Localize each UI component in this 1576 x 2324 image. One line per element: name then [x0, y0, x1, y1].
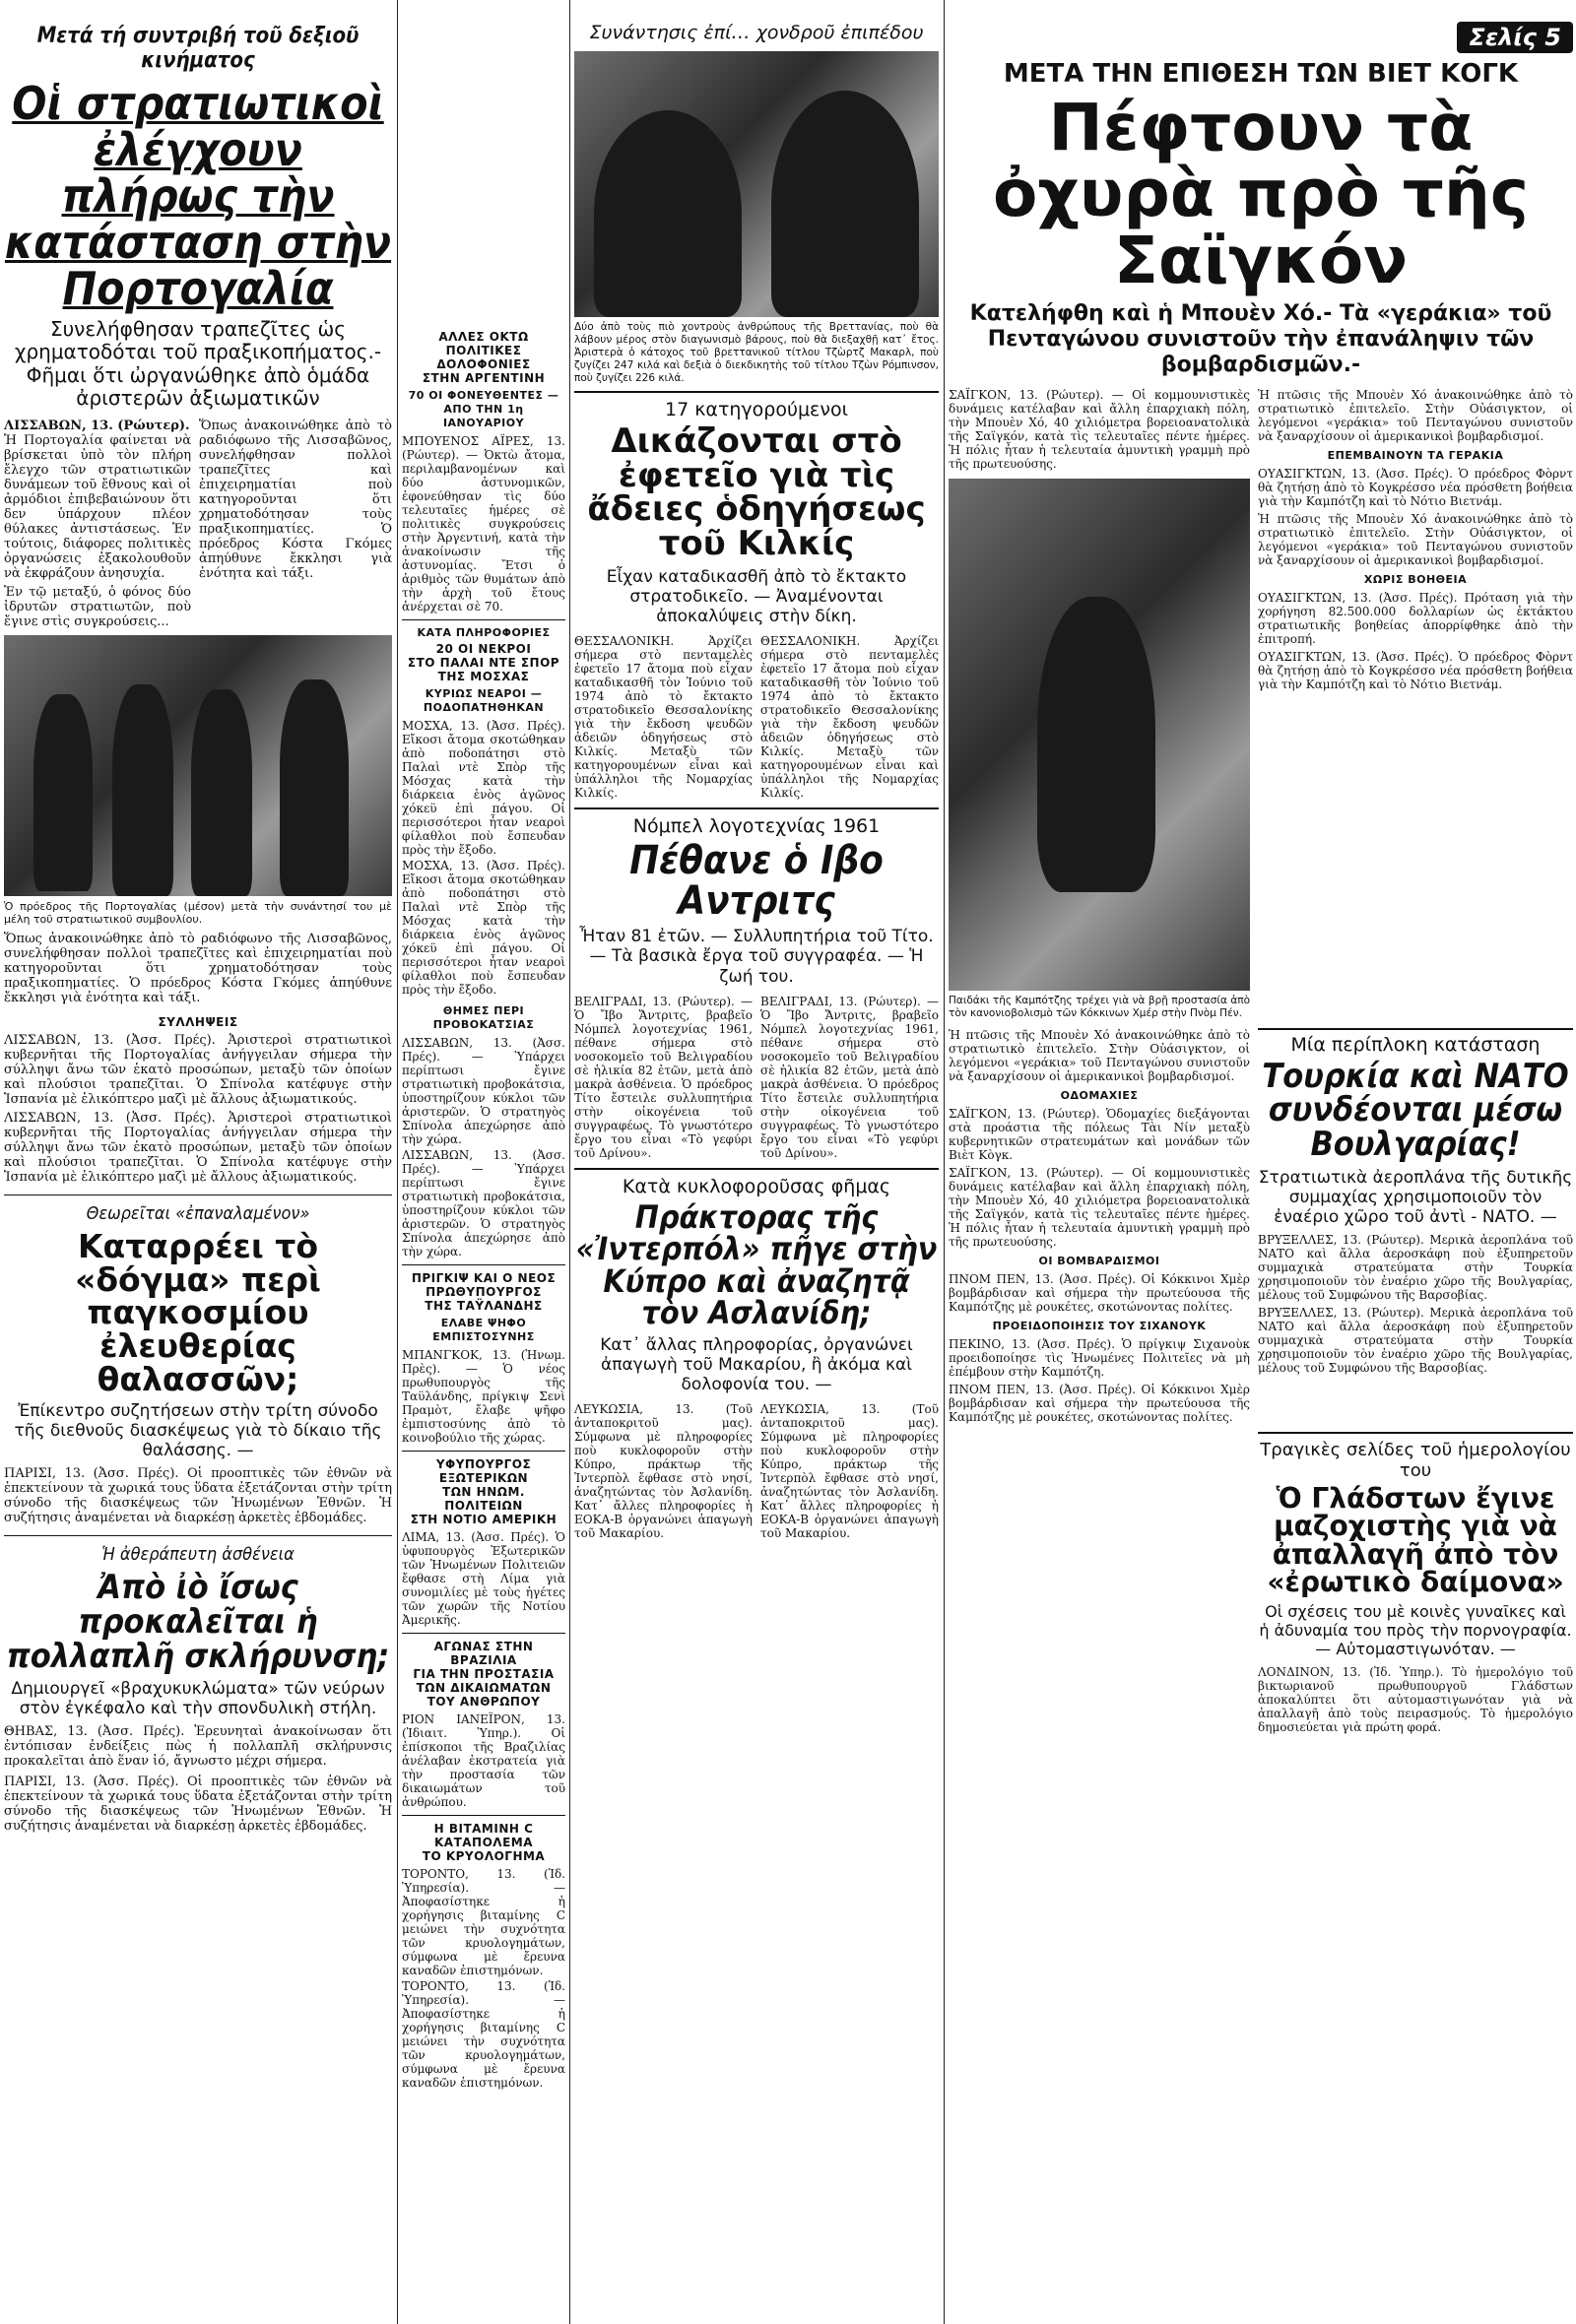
article-body: ΟΥΑΣΙΓΚΤΩΝ, 13. (Ἀσσ. Πρές). Ὁ πρόεδρος Φὸρντ θὰ ζητήσῃ ἀπὸ τὸ Κογκρέσσο νέα πρόσθετη βοήθεια γιὰ τὴν Καμπότζη καὶ τὸ Νότιο Βιετνάμ.	[1258, 466, 1573, 508]
headline: Πέθανε ὁ Ιβο Αντριτς	[629, 837, 884, 924]
article-body: ΘΗΒΑΣ, 13. (Ἀσσ. Πρές). Ἐρευνηταὶ ἀνακοίνωσαν ὅτι ἐντόπισαν ἐνδείξεις πὼς ἡ πολλαπλῆ σκλήρυνσις προκαλεῖται ἀπὸ ἕναν ἰό, ἄγνωστο μέχρι σήμερα.	[4, 1724, 392, 1770]
dek: Εἶχαν καταδικασθῆ ἀπὸ τὸ ἔκτακτο στρατοδικεῖο. — Ἀναμένονται ἀποκαλύψεις στὴν δίκη.	[606, 566, 907, 626]
article-body: ΛΙΣΣΑΒΩΝ, 13. (Ἀσσ. Πρές). Ἀριστεροὶ στρατιωτικοὶ κυβερνῆται τῆς Πορτογαλίας ἀνήγγειλαν σήμερα τὴν σύλληψι ἄνω τῶν ἑκατὸ προσώπων, μεταξὺ τῶν ὁποίων καὶ πλούσιοι τραπεζῖται. Ὁ Σπίνολα κατέφυγε στὴν Ἱσπανία μὲ ἑλικόπτερο μαζὶ μὲ ἄλλους ἀξιωματικούς.	[4, 1032, 392, 1107]
article-body: ΤΟΡΟΝΤΟ, 13. (Ἰδ. Ὑπηρεσία). — Ἀποφασίστηκε ἡ χορήγησις βιταμίνης C μειώνει τὴν συχνότητα τῶν κρυολογημάτων, σύμφωνα μὲ ἔρευνα καναδῶν ἐπιστημόνων.	[402, 1867, 565, 1977]
column-portugal	[4, 0, 392, 2324]
kicker: Μετά τή συντριβή τοῦ δεξιοῦ κινήματος	[36, 24, 360, 73]
kicker: Μία περίπλοκη κατάσταση	[1290, 1033, 1541, 1056]
subhead-secondary: ΚΥΡΙΩΣ ΝΕΑΡΟΙ — ΠΟΔΟΠΑΤΗΘΗΚΑΝ	[423, 687, 545, 714]
article-body: Ἐν τῷ μεταξύ, ὁ φόνος δύο ἱδρυτῶν στρατιωτῶν, ποὺ ἔγινε στὶς συγκρούσεις...	[4, 584, 191, 629]
article-body: ΡΙΟΝ ΙΑΝΕΪΡΟΝ, 13. (Ἰδιαιτ. Ὑπηρ.). Οἱ ἐπίσκοποι τῆς Βραζιλίας ἀνέλαβαν ἐκστρατεία γιὰ τὴν προστασία τῶν δικαιωμάτων τοῦ ἀνθρώπου.	[402, 1712, 565, 1809]
article-body: ΜΠΟΥΕΝΟΣ ΑΪΡΕΣ, 13. (Ρώυτερ). — Ὀκτὼ ἄτομα, περιλαμβανομένων καὶ δύο ἀστυνομικῶν, ἐφονεύθησαν τὶς δύο τελευταῖες ἡμέρες σὲ πολιτικὲς συγκρούσεις στὴν Ἀργεντινή, κατὰ τὴν ἀνακοίνωσιν τῆς ἀστυνομίας. Ἔτσι ὁ ἀριθμὸς τῶν θυμάτων ἀπὸ τὴν ἀρχὴ τοῦ ἔτους ἀνέρχεται σὲ 70.	[402, 434, 565, 613]
subhead: ΕΠΕΜΒΑΙΝΟΥΝ ΤΑ ΓΕΡΑΚΙΑ	[1327, 448, 1504, 462]
article-body: ΒΡΥΞΕΛΛΕΣ, 13. (Ρώυτερ). Μερικὰ ἀεροπλάνα τοῦ ΝΑΤΟ καὶ ἄλλα ἀεροσκάφη ποὺ ἐξυπηρετοῦν συμμαχικὰ στρατεύματα στὴν Τουρκία χρησιμοποιοῦν τὸν ἐναέριο χῶρο τῆς Βουλγαρίας, μέλους τοῦ Συμφώνου τῆς Βαρσοβίας.	[1258, 1305, 1573, 1375]
headline: Ἀπὸ ἰὸ ἴσως προκαλεῖται ἡ πολλαπλῆ σκλήρυνση;	[6, 1568, 390, 1676]
article-body: ΒΕΛΙΓΡΑΔΙ, 13. (Ρώυτερ). — Ὁ Ἴβο Ἄντριτς, βραβεῖο Νόμπελ λογοτεχνίας 1961, πέθανε σήμερα στὸ νοσοκομεῖο τοῦ Βελιγραδίου σὲ ἡλικία 82 ἐτῶν, μετὰ ἀπὸ μακρὰ ἀσθένεια. Ὁ πρόεδρος Τίτο ἔστειλε συλλυπητήρια στὴν οἰκογένεια τοῦ συγγραφέως. Τὸ γνωστότερο ἔργο του εἶναι «Τὸ γεφύρι τοῦ Δρίνου».	[574, 994, 753, 1160]
kicker: ΜΕΤΑ ΤΗΝ ΕΠΙΘΕΣΗ ΤΩΝ ΒΙΕΤ ΚΟΓΚ	[1003, 59, 1519, 89]
article-body: ΜΠΑΝΓΚΟΚ, 13. (Ἡνωμ. Πρὲς). — Ὁ νέος πρωθυπουργὸς τῆς Ταϋλάνδης, πρίγκιψ Σενὶ Πραμὸτ, ἔλαβε ψῆφο ἐμπιστοσύνης ἀπὸ τὸ κοινοβούλιο τῆς χώρας.	[402, 1348, 565, 1445]
article-body: Ὅπως ἀνακοινώθηκε ἀπὸ τὸ ραδιόφωνο τῆς Λισσαβῶνος, συνελήφθησαν πολλοὶ τραπεζῖτες καὶ ἐπιχειρηματίαι ποὺ κατηγοροῦνται ὅτι χρηματοδότησαν τοὺς πραξικοπηματίες. Ὁ πρόεδρος Κόστα Γκόμες ἀπηύθυνε ἔκκλησι γιὰ ἐνότητα καὶ τάξι.	[199, 418, 392, 581]
subhead-thailand: ΠΡΙΓΚΙΨ ΚΑΙ Ο ΝΕΟΣ ΠΡΩΘΥΠΟΥΡΓΟΣ ΤΗΣ ΤΑΫΛΑΝΔΗΣ	[411, 1271, 557, 1313]
subhead-secondary: 70 ΟΙ ΦΟΝΕΥΘΕΝΤΕΣ — ΑΠΟ ΤΗΝ 1η ΙΑΝΟΥΑΡΙΟΥ	[408, 389, 559, 429]
photo-cambodia-child	[949, 479, 1250, 991]
subhead-moscow: 20 ΟΙ ΝΕΚΡΟΙ ΣΤΟ ΠΑΛΑΙ ΝΤΕ ΣΠΟΡ ΤΗΣ ΜΟΣΧΑΣ	[407, 642, 560, 683]
headline: Οἱ στρατιωτικοὶ ἐλέγχουν πλήρως τὴν κατάσταση στὴν Πορτογαλία	[4, 77, 392, 315]
subhead-us-official: ΥΦΥΠΟΥΡΓΟΣ ΕΞΩΤΕΡΙΚΩΝ ΤΩΝ ΗΝΩΜ. ΠΟΛΙΤΕΙΩΝ ΣΤΗ ΝΟΤΙΟ ΑΜΕΡΙΚΗ	[410, 1457, 558, 1526]
article-body: Ἡ πτῶσις τῆς Μπουὲν Χό ἀνακοινώθηκε ἀπὸ τὸ στρατιωτικὸ ἐπιτελεῖο. Στὴν Οὐάσιγκτον, οἱ λεγόμενοι «γεράκια» τοῦ Πενταγώνου συνιστοῦν νὰ ξαναρχίσουν οἱ ἀμερικανικοὶ βομβαρδισμοί.	[1258, 511, 1573, 567]
dek: Ἦταν 81 ἐτῶν. — Συλλυπητήρια τοῦ Τίτο. — Τὰ βασικὰ ἔργα τοῦ συγγραφέα. — Ἡ ζωή του.	[579, 927, 934, 987]
headline: Πράκτορας τῆς «Ἰντερπόλ» πῆγε στὴν Κύπρο καὶ ἀναζητᾷ τὸν Ασλανίδη;	[575, 1197, 938, 1332]
dek: Συνελήφθησαν τραπεζῖτες ὡς χρηματοδόται τοῦ πραξικοπήματος.- Φῆμαι ὅτι ὠργανώθηκε ἀπὸ ὁμάδα ἀριστερῶν ἀξιωματικῶν	[14, 316, 382, 411]
dek: Κατελήφθη καὶ ἡ Μπουὲν Χό.- Τὰ «γεράκια» τοῦ Πενταγώνου συνιστοῦν τὴν ἐπανάληψιν τῶν βομβαρδισμῶν.-	[969, 300, 1552, 377]
subhead-vitamin: Η ΒΙΤΑΜΙΝΗ C ΚΑΤΑΠΟΛΕΜΑ ΤΟ ΚΡΥΟΛΟΓΗΜΑ	[422, 1822, 546, 1863]
article-body: Ὅπως ἀνακοινώθηκε ἀπὸ τὸ ραδιόφωνο τῆς Λισσαβῶνος, συνελήφθησαν πολλοὶ τραπεζῖτες καὶ ἐπιχειρηματίαι ποὺ κατηγοροῦνται ὅτι χρηματοδότησαν τοὺς πραξικοπηματίες. Ὁ πρόεδρος Κόστα Γκόμες ἀπηύθυνε ἔκκλησι γιὰ ἐνότητα καὶ τάξι.	[4, 931, 392, 1005]
article-body: ΟΥΑΣΙΓΚΤΩΝ, 13. (Ἀσσ. Πρές). Πρόταση γιὰ τὴν χορήγηση 82.500.000 δολλαρίων ὡς ἐκτάκτου στρατιωτικῆς βοηθείας ἀπορρίφθηκε ἀπὸ τὴν ἐπιτροπή.	[1258, 590, 1573, 646]
dek: Ἐπίκεντρο συζητήσεων στὴν τρίτη σύνοδο τῆς διεθνοῦς διασκέψεως γιὰ τὸ δίκαιο τῆς θαλάσσης. —	[14, 1401, 382, 1461]
kicker: Κατὰ κυκλοφοροῦσας φῆμας	[622, 1175, 891, 1197]
subhead-secondary: ΕΛΑΒΕ ΨΗΦΟ ΕΜΠΙΣΤΟΣΥΝΗΣ	[432, 1317, 535, 1343]
kicker: Νόμπελ λογοτεχνίας 1961	[632, 814, 881, 837]
photo-caption: Ὁ πρόεδρος τῆς Πορτογαλίας (μέσον) μετὰ τὴν συνάντησί του μὲ μέλη τοῦ στρατιωτικοῦ συμβουλίου.	[4, 899, 392, 926]
subhead: ΘΗΜΕΣ ΠΕΡΙ ΠΡΟΒΟΚΑΤΣΙΑΣ	[432, 1004, 535, 1031]
article-body: ΛΙΣΣΑΒΩΝ, 13. (Ἀσσ. Πρές). Ἀριστεροὶ στρατιωτικοὶ κυβερνῆται τῆς Πορτογαλίας ἀνήγγειλαν σήμερα τὴν σύλληψι ἄνω τῶν ἑκατὸ προσώπων, μεταξὺ τῶν ὁποίων καὶ πλούσιοι τραπεζῖται. Ὁ Σπίνολα κατέφυγε στὴν Ἱσπανία μὲ ἑλικόπτερο μαζὶ μὲ ἄλλους ἀξιωματικούς.	[4, 1110, 392, 1185]
kicker: Θεωρεῖται «ἐπαναλαμένον»	[86, 1202, 310, 1224]
subhead-argentina: ΑΛΛΕΣ ΟΚΤΩ ΠΟΛΙΤΙΚΕΣ ΔΟΛΟΦΟΝΙΕΣ ΣΤΗΝ ΑΡΓΕΝΤΙΝΗ	[422, 330, 546, 385]
dateline: ΛΙΣΣΑΒΩΝ, 13. (Ρώυτερ).	[4, 418, 190, 433]
article-body: ΛΕΥΚΩΣΙΑ, 13. (Τοῦ ἀνταποκριτοῦ μας). Σύμφωνα μὲ πληροφορίες ποὺ κυκλοφοροῦν στὴν Κύπρο, πράκτωρ τῆς Ἰντερπὸλ ἔφθασε στὸ νησί, ἀναζητώντας τὸν Ἀσλανίδη. Κατ᾿ ἄλλες πληροφορίες ἡ ΕΟΚΑ-Β ὀργανώνει ἀπαγωγὴ τοῦ Μακαρίου.	[760, 1402, 939, 1541]
headline: Καταρρέει τὸ «δόγμα» περὶ παγκοσμίου ἐλευθερίας θαλασσῶν;	[75, 1226, 321, 1398]
photo-caption: Δύο ἀπὸ τοὺς πιὸ χοντροὺς ἀνθρώπους τῆς Βρεττανίας, ποὺ θὰ λάβουν μέρος στὸν διαγωνισμὸ βάρους, ποὺ θὰ διεξαχθῇ κατ᾿ ἔτος. Ἀριστερὰ ὁ κάτοχος τοῦ βρεττανικοῦ τίτλου Τζὼρτζ Μακαρλ, ποὺ ζυγίζει 247 κιλά καὶ δεξιὰ ὁ διεκδικητὴς τοῦ τίτλου Τζὼν Ρόμπινσον, ποὺ ζυγίζει 226 κιλά.	[574, 321, 939, 384]
article-body: ΘΕΣΣΑΛΟΝΙΚΗ. Ἀρχίζει σήμερα στὸ πενταμελὲς ἐφετεῖο 17 ἄτομα ποὺ εἶχαν καταδικασθῆ τὸν Ἰούνιο τοῦ 1974 ἀπὸ τὸ ἔκτακτο στρατοδικεῖο Θεσσαλονίκης γιὰ τὴν ἔκδοση ψευδῶν ἀδειῶν ὁδηγήσεως στὸ Κιλκίς. Μεταξὺ τῶν κατηγορουμένων εἶναι καὶ ὑπάλληλοι τῆς Νομαρχίας Κιλκίς.	[760, 633, 939, 800]
article-body: ΠΕΚΙΝΟ, 13. (Ἀσσ. Πρές). Ὁ πρίγκιψ Σιχανοὺκ προειδοποίησε τὶς Ἡνωμένες Πολιτεῖες νὰ μὴ ἐπέμβουν στὴν Καμπότζη.	[949, 1336, 1250, 1379]
article-body: Ἡ πτῶσις τῆς Μπουὲν Χό ἀνακοινώθηκε ἀπὸ τὸ στρατιωτικὸ ἐπιτελεῖο. Στὴν Οὐάσιγκτον, οἱ λεγόμενοι «γεράκια» τοῦ Πενταγώνου συνιστοῦν νὰ ξαναρχίσουν οἱ ἀμερικανικοὶ βομβαρδισμοί.	[1258, 387, 1573, 443]
photo-heavy-men	[574, 51, 939, 317]
article-body: ΛΙΜΑ, 13. (Ἀσσ. Πρές). Ὁ ὑφυπουργὸς Ἐξωτερικῶν τῶν Ἡνωμένων Πολιτειῶν ἔφθασε στὴ Λίμα γιὰ συνομιλίες μὲ τοὺς ἡγέτες τῶν χωρῶν τῆς Νοτίου Ἀμερικῆς.	[402, 1530, 565, 1627]
article-body: ΜΟΣΧΑ, 13. (Ἀσσ. Πρές). Εἴκοσι ἄτομα σκοτώθηκαν ἀπὸ ποδοπάτησι στὸ Παλαὶ ντὲ Σπὸρ τῆς Μόσχας κατὰ τὴν διάρκεια ἑνὸς ἀγῶνος χόκεϋ ἐπὶ πάγου. Οἱ περισσότεροι ἦταν νεαροὶ φίλαθλοι ποὺ ἔσπευδαν πρὸς τὴν ἔξοδο.	[402, 719, 565, 857]
kicker: 17 κατηγορούμενοι	[665, 399, 848, 420]
headline: Ὁ Γλάδστων ἔγινε μαζοχιστὴς γιὰ νὰ ἀπαλλαγῆ ἀπὸ τὸν «ἐρωτικὸ δαίμονα»	[1267, 1481, 1564, 1599]
article-body: ΠΝΟΜ ΠΕΝ, 13. (Ἀσσ. Πρές). Οἱ Κόκκινοι Χμὲρ βομβάρδισαν καὶ σήμερα τὴν πρωτεύουσα τῆς Καμπότζης μὲ ρουκέτες, σκοτώνοντας πολίτες.	[949, 1271, 1250, 1314]
subhead: ΣΥΛΛΗΨΕΙΣ	[158, 1014, 238, 1029]
column-vietnam	[949, 0, 1573, 2324]
kicker: Τραγικὲς σελίδες τοῦ ἡμερολογίου του	[1260, 1439, 1571, 1481]
page-label: Σελίς 5	[1457, 22, 1573, 53]
kicker: Ἡ ἀθεράπευτη ἀσθένεια	[101, 1544, 295, 1566]
subhead: ΚΑΤΑ ΠΛΗΡΟΦΟΡΙΕΣ	[417, 626, 551, 639]
subhead: ΟΔΟΜΑΧΙΕΣ	[1060, 1088, 1139, 1102]
article-body: ΤΟΡΟΝΤΟ, 13. (Ἰδ. Ὑπηρεσία). — Ἀποφασίστηκε ἡ χορήγησις βιταμίνης C μειώνει τὴν συχνότητα τῶν κρυολογημάτων, σύμφωνα μὲ ἔρευνα καναδῶν ἐπιστημόνων.	[402, 1979, 565, 2090]
column-rule	[569, 0, 570, 2324]
article-body: ΠΑΡΙΣΙ, 13. (Ἀσσ. Πρές). Οἱ προοπτικὲς τῶν ἐθνῶν νὰ ἐπεκτείνουν τὰ χωρικά τους ὕδατα ἐξετάζονται στὴν τρίτη σύνοδο τῆς διασκέψεως τῶν Ἡνωμένων Ἐθνῶν. Ἡ συζήτησις ἀναμένεται νὰ διαρκέσῃ ἀρκετὲς ἑβδομάδες.	[4, 1775, 392, 1835]
article-body: ΣΑΪΓΚΟΝ, 13. (Ρώυτερ). — Οἱ κομμουνιστικὲς δυνάμεις κατέλαβαν καὶ ἄλλη ἐπαρχιακὴ πόλη, τὴν Μπουὲν Χό, 40 χιλιόμετρα βορειοανατολικὰ τῆς Σαϊγκόν, κατὰ τὶς τελευταῖες πέντε ἡμέρες. Ἡ πόλις ἦταν ἡ τελευταία ἀμυντικὴ γραμμὴ πρὸ τῆς πρωτευούσης.	[949, 1165, 1250, 1249]
article-body: ΒΕΛΙΓΡΑΔΙ, 13. (Ρώυτερ). — Ὁ Ἴβο Ἄντριτς, βραβεῖο Νόμπελ λογοτεχνίας 1961, πέθανε σήμερα στὸ νοσοκομεῖο τοῦ Βελιγραδίου σὲ ἡλικία 82 ἐτῶν, μετὰ ἀπὸ μακρὰ ἀσθένεια. Ὁ πρόεδρος Τίτο ἔστειλε συλλυπητήρια στὴν οἰκογένεια τοῦ συγγραφέως. Τὸ γνωστότερο ἔργο του εἶναι «Τὸ γεφύρι τοῦ Δρίνου».	[760, 994, 939, 1160]
article-body: ΛΙΣΣΑΒΩΝ, 13. (Ἀσσ. Πρές). — Ὑπάρχει περίπτωσι ἔγινε στρατιωτικὴ προβοκάτσια, ὑποστηρίζουν κύκλοι τῶν ἀριστερῶν. Ὁ στρατηγὸς Σπίνολα ἀπεχώρησε ἀπὸ τὴν χώρα.	[402, 1148, 565, 1259]
subhead: ΟΙ ΒΟΜΒΑΡΔΙΣΜΟΙ	[1038, 1254, 1160, 1267]
headline: Πέφτουν τὰ ὀχυρὰ πρὸ τῆς Σαϊγκόν	[992, 90, 1530, 298]
dek: Δημιουργεῖ «βραχυκυκλώματα» τῶν νεύρων στὸν ἐγκέφαλο καὶ τὴν σπονδυλικὴ στήλη.	[11, 1679, 385, 1719]
column-rule	[397, 0, 398, 2324]
dek: Οἱ σχέσεις του μὲ κοινὲς γυναῖκες καὶ ἡ ἀδυναμία του πρὸς τὴν πορνογραφία. — Αὐτομαστιγωνόταν. —	[1259, 1601, 1572, 1658]
dek: Στρατιωτικὰ ἀεροπλάνα τῆς δυτικῆς συμμαχίας χρησιμοποιοῦν τὸν ἐναέριο χῶρο τοῦ ἀντὶ - ΝΑΤΟ. —	[1258, 1167, 1573, 1227]
article-body: ΘΕΣΣΑΛΟΝΙΚΗ. Ἀρχίζει σήμερα στὸ πενταμελὲς ἐφετεῖο 17 ἄτομα ποὺ εἶχαν καταδικασθῆ τὸν Ἰούνιο τοῦ 1974 ἀπὸ τὸ ἔκτακτο στρατοδικεῖο Θεσσαλονίκης γιὰ τὴν ἔκδοση ψευδῶν ἀδειῶν ὁδηγήσεως στὸ Κιλκίς. Μεταξὺ τῶν κατηγορουμένων εἶναι καὶ ὑπάλληλοι τῆς Νομαρχίας Κιλκίς.	[574, 633, 753, 800]
article-body: ΟΥΑΣΙΓΚΤΩΝ, 13. (Ἀσσ. Πρές). Ὁ πρόεδρος Φὸρντ θὰ ζητήσῃ ἀπὸ τὸ Κογκρέσσο νέα πρόσθετη βοήθεια γιὰ τὴν Καμπότζη καὶ τὸ Νότιο Βιετνάμ.	[1258, 649, 1573, 691]
article-body: ΣΑΪΓΚΟΝ, 13. (Ρώυτερ). Ὁδομαχίες διεξάγονται στὰ προάστια τῆς πόλεως Τὰι Νίν μεταξὺ κυβερνητικῶν στρατευμάτων καὶ μονάδων τῶν Βιὲτ Κὸγκ.	[949, 1106, 1250, 1162]
photo-caption: Παιδάκι τῆς Καμπότζης τρέχει γιὰ νὰ βρῇ προστασία ἀπὸ τὸν κανονιοβολισμὸ τῶν Κόκκινων Χμέρ στὴν Πνὸμ Πέν.	[949, 994, 1250, 1019]
article-body: ΜΟΣΧΑ, 13. (Ἀσσ. Πρές). Εἴκοσι ἄτομα σκοτώθηκαν ἀπὸ ποδοπάτησι στὸ Παλαὶ ντὲ Σπὸρ τῆς Μόσχας κατὰ τὴν διάρκεια ἑνὸς ἀγῶνος χόκεϋ ἐπὶ πάγου. Οἱ περισσότεροι ἦταν νεαροὶ φίλαθλοι ποὺ ἔσπευδαν πρὸς τὴν ἔξοδο.	[402, 859, 565, 997]
article-body: ΛΕΥΚΩΣΙΑ, 13. (Τοῦ ἀνταποκριτοῦ μας). Σύμφωνα μὲ πληροφορίες ποὺ κυκλοφοροῦν στὴν Κύπρο, πράκτωρ τῆς Ἰντερπὸλ ἔφθασε στὸ νησί, ἀναζητώντας τὸν Ἀσλανίδη. Κατ᾿ ἄλλες πληροφορίες ἡ ΕΟΚΑ-Β ὀργανώνει ἀπαγωγὴ τοῦ Μακαρίου.	[574, 1402, 753, 1541]
kicker: Συνάντησις ἐπί… χονδροῦ ἐπιπέδου	[589, 22, 924, 43]
article-body: ΒΡΥΞΕΛΛΕΣ, 13. (Ρώυτερ). Μερικὰ ἀεροπλάνα τοῦ ΝΑΤΟ καὶ ἄλλα ἀεροσκάφη ποὺ ἐξυπηρετοῦν συμμαχικὰ στρατεύματα στὴν Τουρκία χρησιμοποιοῦν τὸν ἐναέριο χῶρο τῆς Βουλγαρίας, μέλους τοῦ Συμφώνου τῆς Βαρσοβίας.	[1258, 1232, 1573, 1302]
column-briefs	[402, 330, 565, 2324]
article-body: ΠΑΡΙΣΙ, 13. (Ἀσσ. Πρές). Οἱ προοπτικὲς τῶν ἐθνῶν νὰ ἐπεκτείνουν τὰ χωρικά τους ὕδατα ἐξετάζονται στὴν τρίτη σύνοδο τῆς διασκέψεως τῶν Ἡνωμένων Ἐθνῶν. Ἡ συζήτησις ἀναμένεται νὰ διαρκέσῃ ἀρκετὲς ἑβδομάδες.	[4, 1466, 392, 1526]
dek: Κατ᾿ ἄλλας πληροφορίας, ὀργανώνει ἀπαγωγὴ τοῦ Μακαρίου, ἢ ἀκόμα καὶ δολοφονία του. —	[600, 1335, 913, 1395]
article-body: Ἡ πτῶσις τῆς Μπουὲν Χό ἀνακοινώθηκε ἀπὸ τὸ στρατιωτικὸ ἐπιτελεῖο. Στὴν Οὐάσιγκτον, οἱ λεγόμενοι «γεράκια» τοῦ Πενταγώνου συνιστοῦν νὰ ξαναρχίσουν οἱ ἀμερικανικοὶ βομβαρδισμοί.	[949, 1027, 1250, 1083]
headline: Δικάζονται στὸ ἐφετεῖο γιὰ τὶς ἄδειες ὁδηγήσεως τοῦ Κιλκίς	[587, 421, 926, 564]
column-rule	[944, 0, 945, 2324]
article-body: ΣΑΪΓΚΟΝ, 13. (Ρώυτερ). — Οἱ κομμουνιστικὲς δυνάμεις κατέλαβαν καὶ ἄλλη ἐπαρχιακὴ πόλη, τὴν Μπουὲν Χό, 40 χιλιόμετρα βορειοανατολικὰ τῆς Σαϊγκόν, κατὰ τὶς τελευταῖες πέντε ἡμέρες. Ἡ πόλις ἦταν ἡ τελευταία ἀμυντικὴ γραμμὴ πρὸ τῆς πρωτευούσης.	[949, 387, 1250, 471]
article-body: ΠΝΟΜ ΠΕΝ, 13. (Ἀσσ. Πρές). Οἱ Κόκκινοι Χμὲρ βομβάρδισαν καὶ σήμερα τὴν πρωτεύουσα τῆς Καμπότζης μὲ ρουκέτες, σκοτώνοντας πολίτες.	[949, 1382, 1250, 1424]
subhead: ΠΡΟΕΙΔΟΠΟΙΗΣΙΣ ΤΟΥ ΣΙΧΑΝΟΥΚ	[992, 1319, 1207, 1332]
headline: Τουρκία καὶ ΝΑΤΟ συνδέονται μέσω Βουλγαρίας!	[1262, 1056, 1569, 1165]
photo-portugal-leaders	[4, 635, 392, 896]
subhead-brazil: ΑΓΩΝΑΣ ΣΤΗΝ ΒΡΑΖΙΛΙΑ ΓΙΑ ΤΗΝ ΠΡΟΣΤΑΣΙΑ ΤΩΝ ΔΙΚΑΙΩΜΑΤΩΝ ΤΟΥ ΑΝΘΡΩΠΟΥ	[413, 1640, 555, 1709]
article-body: Ἡ Πορτογαλία φαίνεται νὰ βρίσκεται ὑπὸ τὸν πλήρη ἔλεγχο τῶν στρατιωτικῶν δυνάμεων τοῦ ἔθνους καὶ οἱ ἀρμόδιοι ἐπιβεβαιώνουν ὅτι δεν ὑπάρχουν πλέον θύλακες ἀντιστάσεως. Ἐν τούτοις, διάφορες πολιτικὲς ὀργανώσεις ἐξακολουθοῦν νὰ ἐκφράζουν ἀνησυχία.	[4, 432, 191, 581]
article-body: ΛΙΣΣΑΒΩΝ, 13. (Ἀσσ. Πρές). — Ὑπάρχει περίπτωσι ἔγινε στρατιωτικὴ προβοκάτσια, ὑποστηρίζουν κύκλοι τῶν ἀριστερῶν. Ὁ στρατηγὸς Σπίνολα ἀπεχώρησε ἀπὸ τὴν χώρα.	[402, 1036, 565, 1146]
subhead: ΧΩΡΙΣ ΒΟΗΘΕΙΑ	[1363, 572, 1468, 586]
article-body: ΛΟΝΔΙΝΟΝ, 13. (Ἰδ. Ὑπηρ.). Τὸ ἡμερολόγιο τοῦ βικτωριανοῦ πρωθυπουργοῦ Γλάδστων ἀποκαλύπτει ὅτι αὐτομαστιγωνόταν γιὰ νὰ ἀπαλλαγῆ ἀπὸ τοὺς πειρασμούς. Τὸ ἡμερολόγιο δημοσιεύεται γιὰ πρώτη φορά.	[1258, 1664, 1573, 1734]
column-center	[574, 0, 939, 2324]
